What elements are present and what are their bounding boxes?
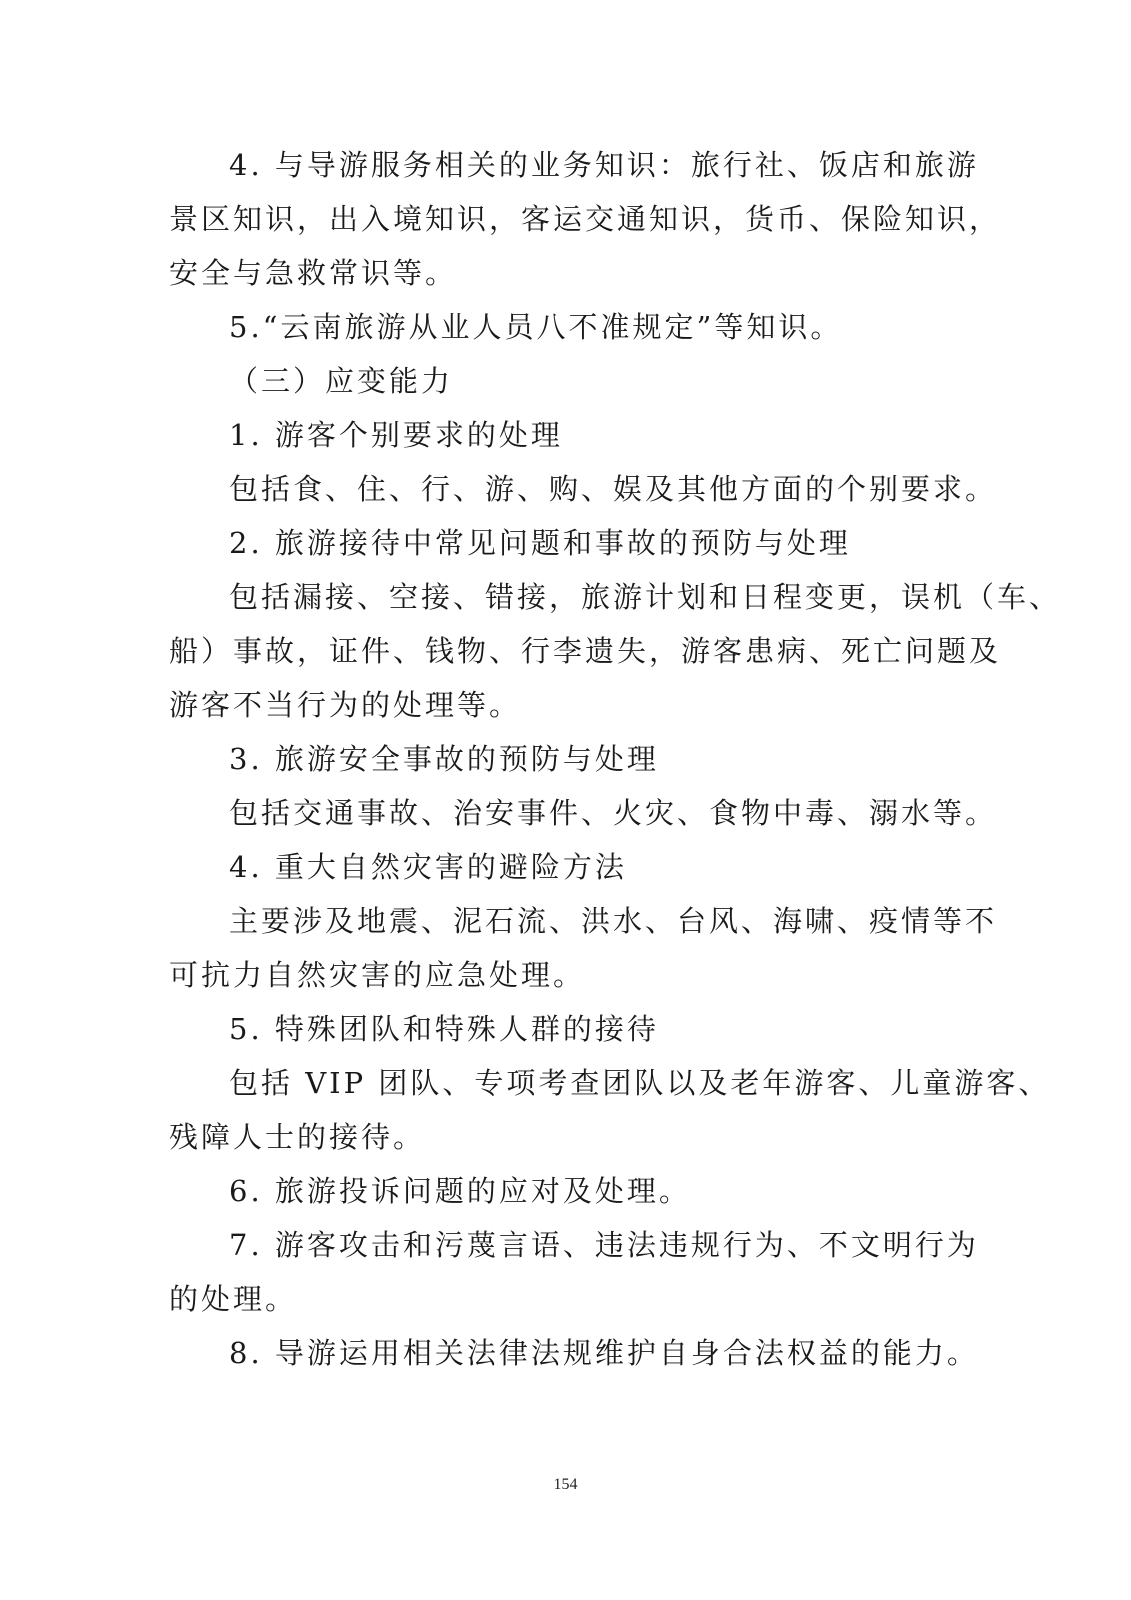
text-line: 7. 游客攻击和污蔑言语、违法违规行为、不文明行为 [229, 1228, 979, 1262]
text-line: 4. 与导游服务相关的业务知识：旅行社、饭店和旅游 [229, 148, 979, 182]
text-line: 2. 旅游接待中常见问题和事故的预防与处理 [229, 526, 851, 560]
text-line: 5.“云南旅游从业人员八不准规定”等知识。 [229, 310, 843, 344]
text-line: 包括漏接、空接、错接，旅游计划和日程变更，误机（车、 [229, 580, 1062, 614]
text-line: 包括食、住、行、游、购、娱及其他方面的个别要求。 [229, 472, 998, 506]
text-line: 残障人士的接待。 [169, 1120, 426, 1154]
text-line: 包括交通事故、治安事件、火灾、食物中毒、溺水等。 [229, 796, 998, 830]
text-line: 5. 特殊团队和特殊人群的接待 [229, 1012, 659, 1046]
text-line: 游客不当行为的处理等。 [169, 688, 522, 722]
text-line: 8. 导游运用相关法律法规维护自身合法权益的能力。 [229, 1336, 979, 1370]
text-line: 3. 旅游安全事故的预防与处理 [229, 742, 659, 776]
document-body [169, 138, 1062, 1380]
text-line: 景区知识，出入境知识，客运交通知识，货币、保险知识， [169, 202, 1002, 236]
section-heading: （三）应变能力 [229, 364, 454, 398]
text-line: 安全与急救常识等。 [169, 256, 458, 290]
text-line: 6. 旅游投诉问题的应对及处理。 [229, 1174, 691, 1208]
text-line: 包括 VIP 团队、专项考查团队以及老年游客、儿童游客、 [229, 1066, 1051, 1100]
text-line: 4. 重大自然灾害的避险方法 [229, 850, 627, 884]
page-number: 154 [553, 1476, 578, 1493]
text-line: 可抗力自然灾害的应急处理。 [169, 958, 586, 992]
text-line: 主要涉及地震、泥石流、洪水、台风、海啸、疫情等不 [229, 904, 998, 938]
text-line: 1. 游客个别要求的处理 [229, 418, 563, 452]
text-line: 的处理。 [169, 1282, 298, 1316]
text-line: 船）事故，证件、钱物、行李遗失，游客患病、死亡问题及 [169, 634, 1002, 668]
